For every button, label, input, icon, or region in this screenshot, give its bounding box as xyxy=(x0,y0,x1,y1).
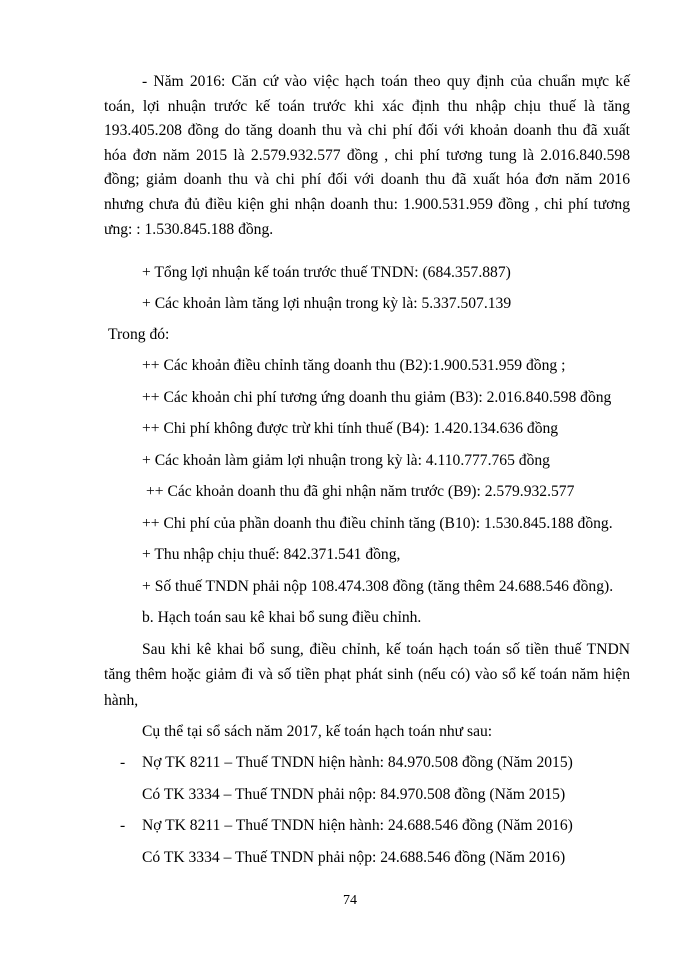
paragraph-line: - Năm 2016: Căn cứ vào việc hạch toán theo quy định của chuẩn mực kế xyxy=(142,73,630,90)
total-profit-line: + Tổng lợi nhuận kế toán trước thuế TNDN: (684.357.887) xyxy=(142,264,511,281)
entry-bullet: - xyxy=(120,817,126,834)
b2-line: ++ Các khoản điều chỉnh tăng doanh thu (B2):1.900.531.959 đồng ; xyxy=(142,357,566,374)
paragraph-line: 193.405.208 đồng do tăng doanh thu và chi phí đối với khoản doanh thu đã xuất xyxy=(104,122,630,140)
paragraph-line: hành, xyxy=(104,691,139,709)
paragraph-line: toán, lợi nhuận trước kế toán trước khi xác định thu nhập chịu thuế là tăng xyxy=(104,97,630,115)
tax-payable-line: + Số thuế TNDN phải nộp 108.474.308 đồng (tăng thêm 24.688.546 đồng). xyxy=(142,578,614,595)
debit-entry: Nợ TK 8211 – Thuế TNDN hiện hành: 24.688.546 đồng (Năm 2016) xyxy=(142,817,573,834)
increase-line: + Các khoản làm tăng lợi nhuận trong kỳ là: 5.337.507.139 xyxy=(142,295,512,312)
b9-line: ++ Các khoản doanh thu đã ghi nhận năm trước (B9): 2.579.932.577 xyxy=(146,483,575,500)
paragraph-line: tăng thêm hoặc giảm đi và số tiền phạt phát sinh (nếu có) vào sổ kế toán năm hiện xyxy=(104,666,630,684)
b3-line: ++ Các khoản chi phí tương ứng doanh thu giảm (B3): 2.016.840.598 đồng xyxy=(142,389,612,406)
paragraph-line: nhưng chưa đủ điều kiện ghi nhận doanh thu: 1.900.531.959 đồng , chi phí tương xyxy=(104,195,630,213)
paragraph-line: đồng; giảm doanh thu và chi phí đối với doanh thu đã xuất hóa đơn năm 2016 xyxy=(104,171,630,189)
trong-do-label: Trong đó: xyxy=(108,326,170,343)
paragraph-line: hóa đơn năm 2015 là 2.579.932.577 đồng , chi phí tương tung là 2.016.840.598 xyxy=(104,146,630,164)
specific-line: Cụ thể tại sổ sách năm 2017, kế toán hạch toán như sau: xyxy=(142,723,493,740)
taxable-income-line: + Thu nhập chịu thuế: 842.371.541 đồng, xyxy=(142,546,401,563)
paragraph-line: ưng: : 1.530.845.188 đồng. xyxy=(104,220,274,238)
paragraph-after xyxy=(104,637,630,713)
entry-bullet: - xyxy=(120,754,126,771)
paragraph-line: Sau khi kê khai bổ sung, điều chỉnh, kế toán hạch toán số tiền thuế TNDN xyxy=(142,641,630,658)
page-number: 74 xyxy=(343,893,357,908)
credit-entry: Có TK 3334 – Thuế TNDN phải nộp: 24.688.546 đồng (Năm 2016) xyxy=(142,849,566,866)
debit-entry: Nợ TK 8211 – Thuế TNDN hiện hành: 84.970.508 đồng (Năm 2015) xyxy=(142,754,573,771)
b4-line: ++ Chi phí không được trừ khi tính thuế (B4): 1.420.134.636 đồng xyxy=(142,420,559,437)
decrease-line: + Các khoản làm giảm lợi nhuận trong kỳ là: 4.110.777.765 đồng xyxy=(142,452,550,469)
b10-line: ++ Chi phí của phần doanh thu điều chỉnh tăng (B10): 1.530.845.188 đồng. xyxy=(142,515,613,532)
credit-entry: Có TK 3334 – Thuế TNDN phải nộp: 84.970.508 đồng (Năm 2015) xyxy=(142,786,566,803)
paragraph-2016 xyxy=(104,70,630,242)
section-b-heading: b. Hạch toán sau kê khai bổ sung điều chỉnh. xyxy=(142,609,422,626)
